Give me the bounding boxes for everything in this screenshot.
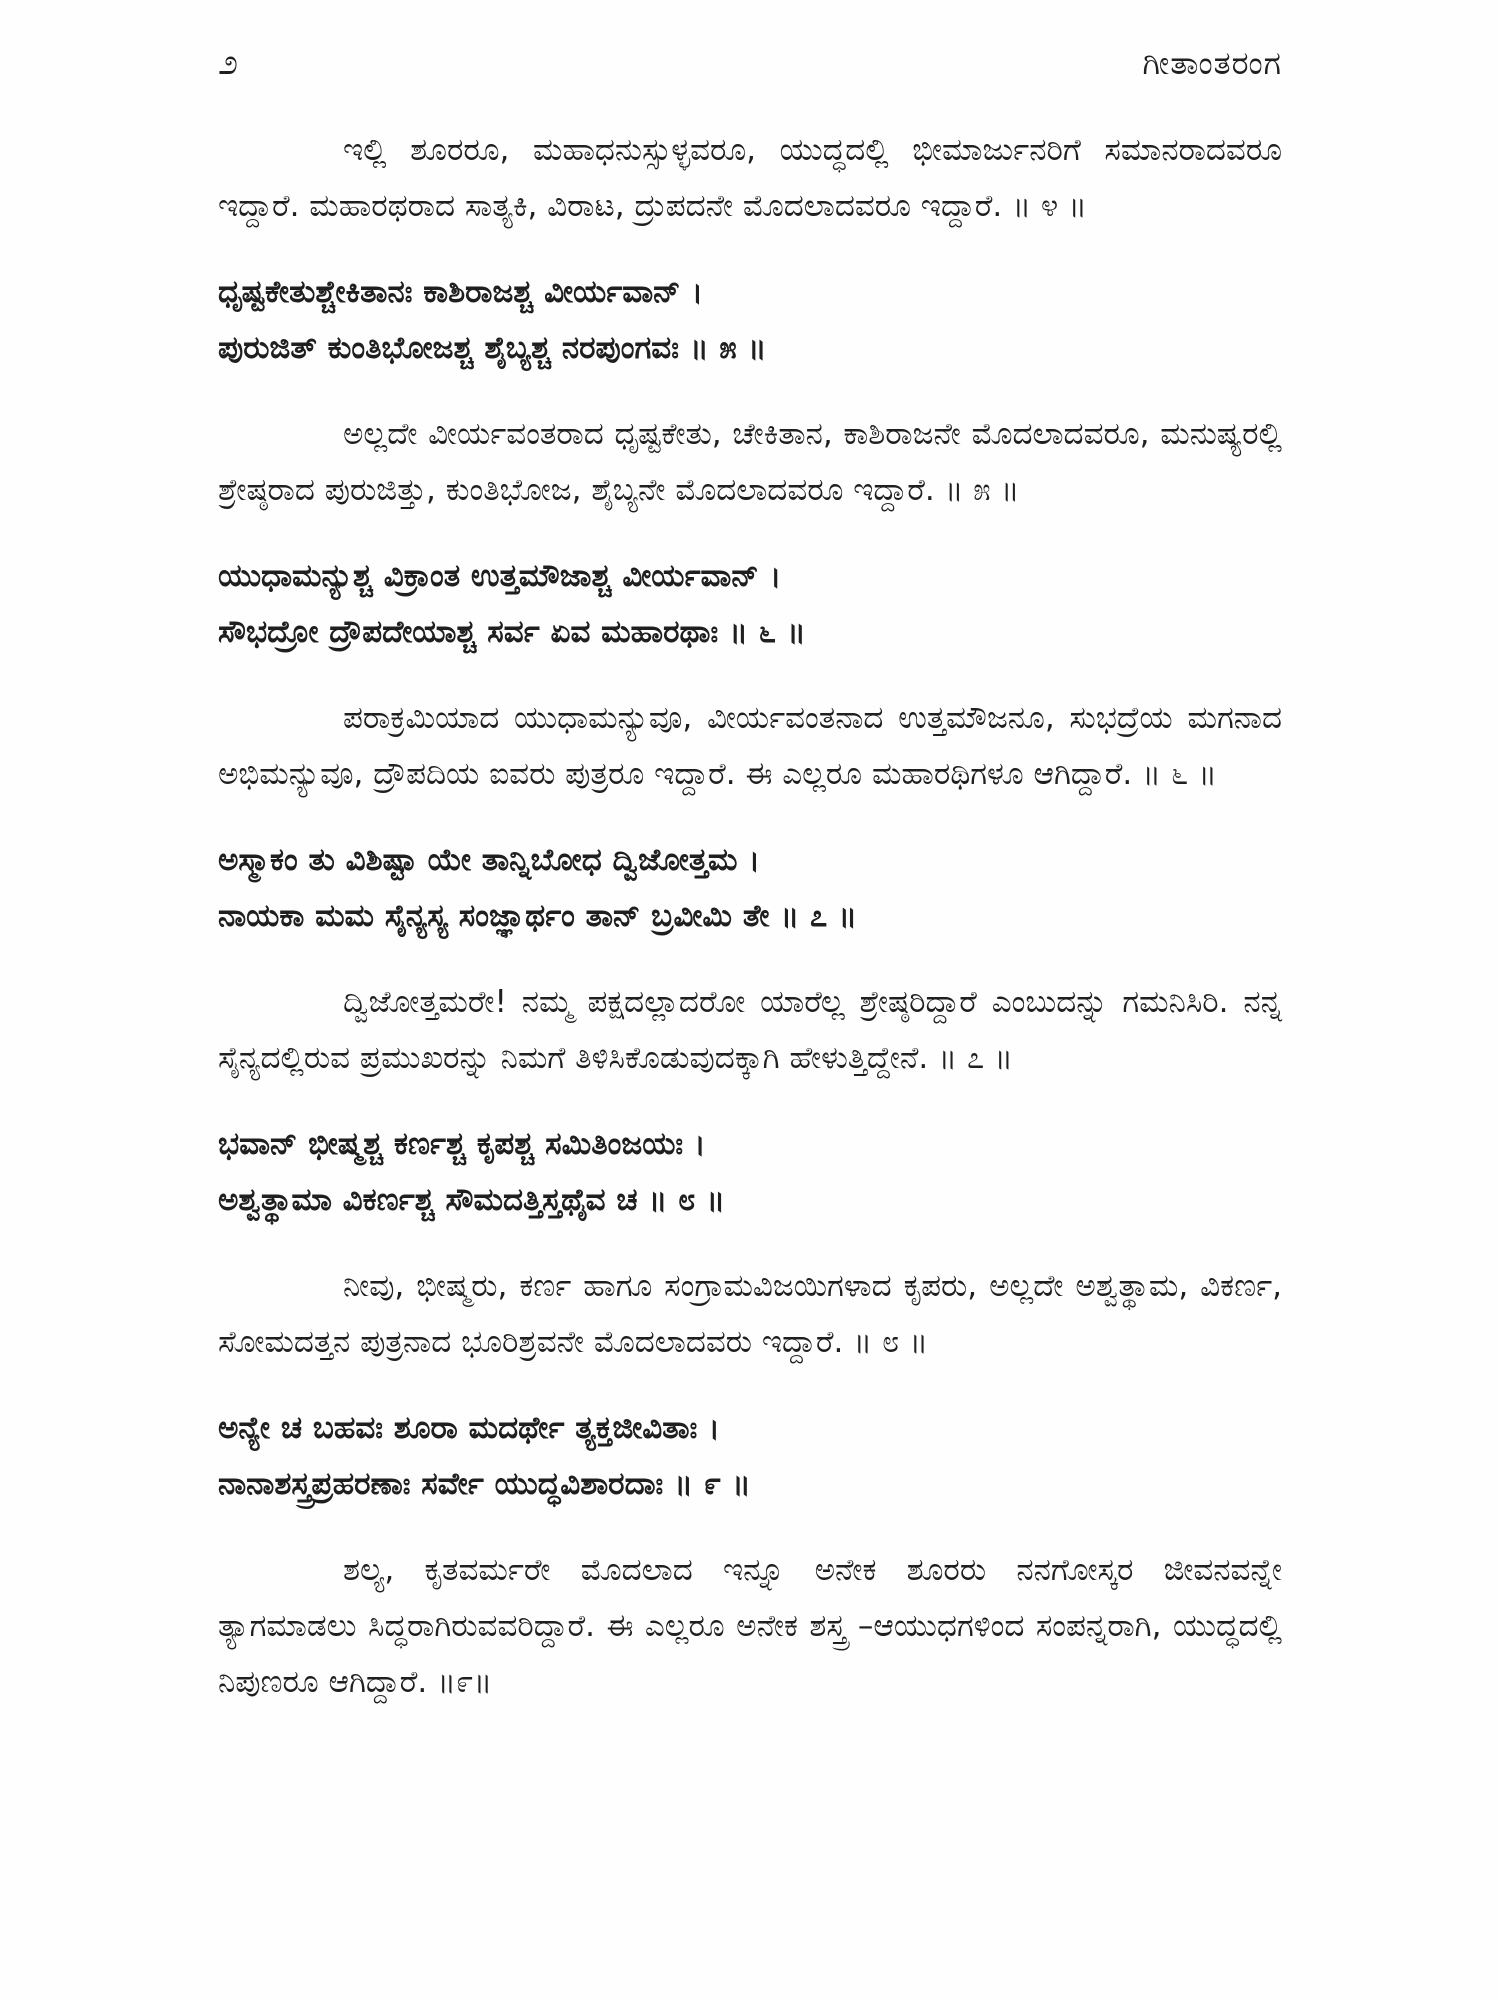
- sanskrit-verse: [218, 548, 1282, 660]
- verse-line: ಸೌಭದ್ರೋ ದ್ರೌಪದೇಯಾಶ್ಚ ಸರ್ವ ಏವ ಮಹಾರಥಾಃ ॥ ೬ ॥: [218, 614, 806, 650]
- verse-line: ಭವಾನ್ ಭೀಷ್ಮಶ್ಚ ಕರ್ಣಶ್ಚ ಕೃಪಶ್ಚ ಸಮಿತಿಂಜಯಃ ।: [218, 1126, 706, 1162]
- commentary-paragraph: ಶಲ್ಯ, ಕೃತವರ್ಮರೇ ಮೊದಲಾದ ಇನ್ನೂ ಅನೇಕ ಶೂರರು ನನಗೋಸ್ಕರ ಜೀವನವನ್ನೇ ತ್ಯಾಗಮಾಡಲು ಸಿದ್ಧರಾಗಿರುವವರಿದ್ದಾರೆ. ಈ ಎಲ್ಲರೂ ಅನೇಕ ಶಸ್ತ್ರ –ಆಯುಧಗಳಿಂದ ಸಂಪನ್ನರಾಗಿ, ಯುದ್ಧದಲ್ಲಿ ನಿಪುಣರೂ ಆಗಿದ್ದಾರೆ. ॥೯॥: [218, 1552, 1282, 1700]
- verse-line: ನಾನಾಶಸ್ತ್ರಪ್ರಹರಣಾಃ ಸರ್ವೇ ಯುದ್ಧವಿಶಾರದಾಃ ॥ ೯ ॥: [218, 1466, 751, 1502]
- verse-line: ನಾಯಕಾ ಮಮ ಸೈನ್ಯಸ್ಯ ಸಂಜ್ಞಾರ್ಥಂ ತಾನ್ ಬ್ರವೀಮಿ ತೇ ॥ ೭ ॥: [218, 898, 857, 934]
- page-number: ೨: [218, 42, 239, 83]
- commentary-paragraph: ಅಲ್ಲದೇ ವೀರ್ಯವಂತರಾದ ಧೃಷ್ಟಕೇತು, ಚೇಕಿತಾನ, ಕಾಶಿರಾಜನೇ ಮೊದಲಾದವರೂ, ಮನುಷ್ಯರಲ್ಲಿ ಶ್ರೇಷ್ಠರಾದ ಪುರುಜಿತ್ತು, ಕುಂತಿಭೋಜ, ಶೈಬ್ಯನೇ ಮೊದಲಾದವರೂ ಇದ್ದಾರೆ. ॥ ೫ ॥: [218, 416, 1282, 508]
- sanskrit-verse: [218, 264, 1282, 376]
- commentary-paragraph: ಪರಾಕ್ರಮಿಯಾದ ಯುಧಾಮನ್ಯುವೂ, ವೀರ್ಯವಂತನಾದ ಉತ್ತಮೌಜನೂ, ಸುಭದ್ರೆಯ ಮಗನಾದ ಅಭಿಮನ್ಯುವೂ, ದ್ರೌಪದಿಯ ಐವರು ಪುತ್ರರೂ ಇದ್ದಾರೆ. ಈ ಎಲ್ಲರೂ ಮಹಾರಥಿಗಳೂ ಆಗಿದ್ದಾರೆ. ॥ ೬ ॥: [218, 700, 1282, 792]
- sanskrit-verse: [218, 832, 1282, 944]
- commentary-paragraph: ನೀವು, ಭೀಷ್ಮರು, ಕರ್ಣ ಹಾಗೂ ಸಂಗ್ರಾಮವಿಜಯಿಗಳಾದ ಕೃಪರು, ಅಲ್ಲದೇ ಅಶ್ವತ್ಥಾಮ, ವಿಕರ್ಣ, ಸೋಮದತ್ತನ ಪುತ್ರನಾದ ಭೂರಿಶ್ರವನೇ ಮೊದಲಾದವರು ಇದ್ದಾರೆ. ॥ ೮ ॥: [218, 1268, 1282, 1360]
- page-body: [218, 122, 1282, 1740]
- sanskrit-verse: [218, 1400, 1282, 1512]
- commentary-paragraph: ದ್ವಿಜೋತ್ತಮರೇ! ನಮ್ಮ ಪಕ್ಷದಲ್ಲಾದರೋ ಯಾರೆಲ್ಲ ಶ್ರೇಷ್ಠರಿದ್ದಾರೆ ಎಂಬುದನ್ನು ಗಮನಿಸಿರಿ. ನನ್ನ ಸೈನ್ಯದಲ್ಲಿರುವ ಪ್ರಮುಖರನ್ನು ನಿಮಗೆ ತಿಳಿಸಿಕೊಡುವುದಕ್ಕಾಗಿ ಹೇಳುತ್ತಿದ್ದೇನೆ. ॥ ೭ ॥: [218, 984, 1282, 1076]
- verse-line: ಅಶ್ವತ್ಥಾಮಾ ವಿಕರ್ಣಶ್ಚ ಸೌಮದತ್ತಿಸ್ತಥೈವ ಚ ॥ ೮ ॥: [218, 1182, 726, 1218]
- verse-line: ಅನ್ಯೇ ಚ ಬಹವಃ ಶೂರಾ ಮದರ್ಥೇ ತ್ಯಕ್ತಜೀವಿತಾಃ ।: [218, 1410, 720, 1446]
- verse-line: ಅಸ್ಮಾಕಂ ತು ವಿಶಿಷ್ಟಾ ಯೇ ತಾನ್ನಿಬೋಧ ದ್ವಿಜೋತ್ತಮ ।: [218, 842, 760, 878]
- verse-line: ಪುರುಜಿತ್ ಕುಂತಿಭೋಜಶ್ಚ ಶೈಬ್ಯಶ್ಚ ನರಪುಂಗವಃ ॥ ೫ ॥: [218, 330, 767, 366]
- page-header: [218, 38, 1282, 88]
- verse-line: ಧೃಷ್ಟಕೇತುಶ್ಚೇಕಿತಾನಃ ಕಾಶಿರಾಜಶ್ಚ ವೀರ್ಯವಾನ್ ।: [218, 274, 704, 310]
- commentary-paragraph: ಇಲ್ಲಿ ಶೂರರೂ, ಮಹಾಧನುಸ್ಸುಳ್ಳವರೂ, ಯುದ್ಧದಲ್ಲಿ ಭೀಮಾರ್ಜುನರಿಗೆ ಸಮಾನರಾದವರೂ ಇದ್ದಾರೆ. ಮಹಾರಥರಾದ ಸಾತ್ಯಕಿ, ವಿರಾಟ, ದ್ರುಪದನೇ ಮೊದಲಾದವರೂ ಇದ್ದಾರೆ. ॥ ೪ ॥: [218, 132, 1282, 224]
- verse-line: ಯುಧಾಮನ್ಯುಶ್ಚ ವಿಕ್ರಾಂತ ಉತ್ತಮೌಜಾಶ್ಚ ವೀರ್ಯವಾನ್ ।: [218, 558, 782, 594]
- running-title: ಗೀತಾಂತರಂಗ: [1142, 44, 1282, 82]
- sanskrit-verse: [218, 1116, 1282, 1228]
